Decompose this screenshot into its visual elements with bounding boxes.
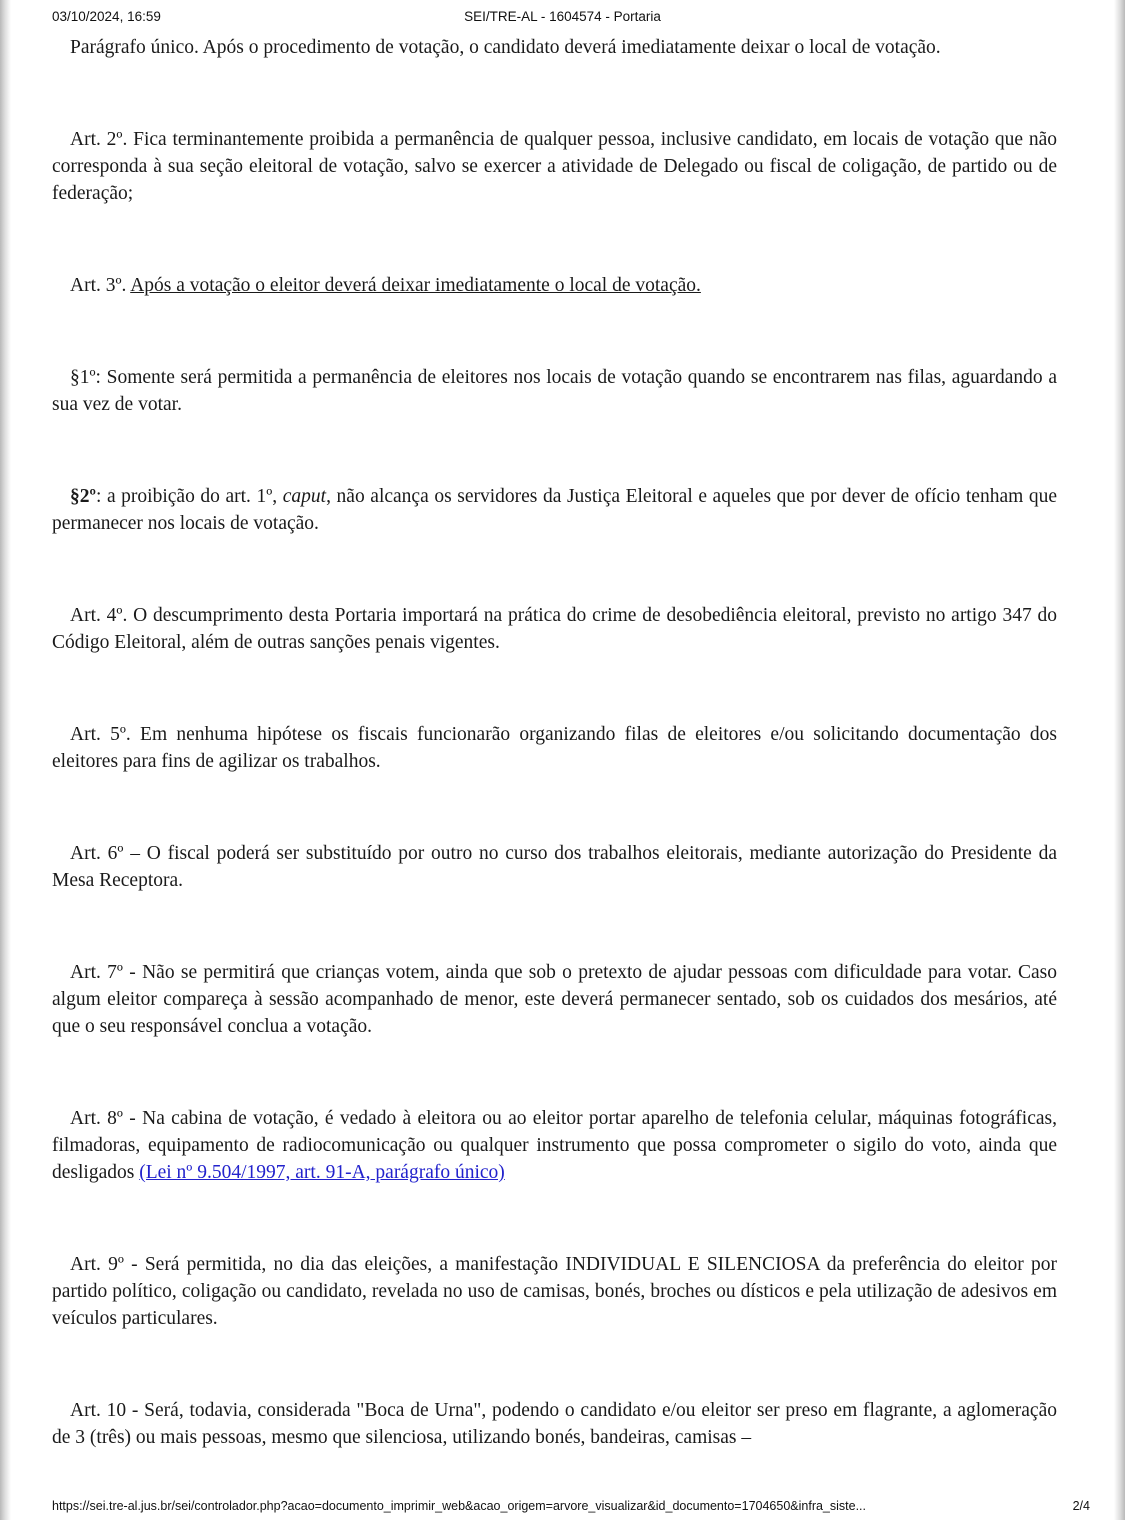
paragraph xyxy=(52,1397,1057,1451)
page-number: 2/4 xyxy=(1072,1499,1090,1513)
text-run: §2º xyxy=(70,486,96,507)
text-run: Após a votação o eleitor deverá deixar imediatamente o local de votação. xyxy=(130,275,701,296)
text-run: caput xyxy=(282,486,327,507)
document-title: SEI/TRE-AL - 1604574 - Portaria xyxy=(464,9,661,24)
text-run: Art. 2º. Fica terminantemente proibida a permanência de qualquer pessoa, inclusive candidato, em locais de votação que não corresponda à sua seção eleitoral de votação, salvo se exercer a atividade de Delegado ou fiscal de coligação, de partido ou de federação; xyxy=(52,129,1057,204)
paragraph xyxy=(52,126,1057,207)
paragraph xyxy=(52,840,1057,894)
text-run: §1º: Somente será permitida a permanência de eleitores nos locais de votação quando se encontrarem nas filas, aguardando a sua vez de votar. xyxy=(52,367,1057,415)
text-run: Parágrafo único. Após o procedimento de votação, o candidato deverá imediatamente deixar o local de votação. xyxy=(70,37,941,58)
text-run: Art. 8º - Na cabina de votação, é vedado à eleitora ou ao eleitor portar aparelho de telefonia celular, máquinas fotográficas, filmadoras, equipamento de radiocomunicação ou qualquer instrumento que possa comprometer o sigilo do voto, ainda que desligados xyxy=(52,1108,1057,1183)
paragraph xyxy=(52,272,1057,299)
paragraph xyxy=(52,959,1057,1040)
paragraph xyxy=(52,364,1057,418)
source-url: https://sei.tre-al.jus.br/sei/controlador.php?acao=documento_imprimir_web&acao_origem=arvore_visualizar&id_documento=1704650&infra_siste... xyxy=(52,1499,867,1513)
paragraph xyxy=(52,1105,1057,1186)
text-run: Art. 3º. xyxy=(70,275,131,296)
text-run: Art. 10 - Será, todavia, considerada "Boca de Urna", podendo o candidato e/ou eleitor ser preso em flagrante, a aglomeração de 3 (três) ou mais pessoas, mesmo que silenciosa, utilizando bonés, bandeiras, camisas – xyxy=(52,1400,1057,1448)
text-run: Art. 7º - Não se permitirá que crianças votem, ainda que sob o pretexto de ajudar pessoas com dificuldade para votar. Caso algum eleitor compareça à sessão acompanhado de menor, este deverá permanecer sentado, sob os cuidados dos mesários, até que o seu responsável conclua a votação. xyxy=(52,962,1057,1037)
text-run: Art. 6º – O fiscal poderá ser substituído por outro no curso dos trabalhos eleitorais, mediante autorização do Presidente da Mesa Receptora. xyxy=(52,843,1057,891)
text-run: Art. 5º. Em nenhuma hipótese os fiscais funcionarão organizando filas de eleitores e/ou solicitando documentação dos eleitores para fins de agilizar os trabalhos. xyxy=(52,724,1057,772)
paragraph xyxy=(52,602,1057,656)
paragraph xyxy=(52,34,1057,61)
print-header xyxy=(0,0,1125,25)
text-run: Art. 4º. O descumprimento desta Portaria importará na prática do crime de desobediência eleitoral, previsto no artigo 347 do Código Eleitoral, além de outras sanções penais vigentes. xyxy=(52,605,1057,653)
print-footer xyxy=(52,1499,1090,1513)
paragraph xyxy=(52,483,1057,537)
text-run: Art. 9º - Será permitida, no dia das eleições, a manifestação INDIVIDUAL E SILENCIOSA da preferência do eleitor por partido político, coligação ou candidato, revelada no uso de camisas, bonés, broches ou dísticos e pela utilização de adesivos em veículos particulares. xyxy=(52,1254,1057,1329)
document-body xyxy=(0,34,1125,1451)
law-reference-link[interactable]: (Lei nº 9.504/1997, art. 91-A, parágrafo único) xyxy=(139,1162,505,1183)
print-datetime: 03/10/2024, 16:59 xyxy=(52,9,161,24)
paragraph xyxy=(52,721,1057,775)
text-run: , não alcança os servidores da Justiça Eleitoral e aqueles que por dever de ofício tenham que permanecer nos locais de votação. xyxy=(52,486,1057,534)
text-run: : a proibição do art. 1º, xyxy=(95,486,283,507)
paragraph xyxy=(52,1251,1057,1332)
